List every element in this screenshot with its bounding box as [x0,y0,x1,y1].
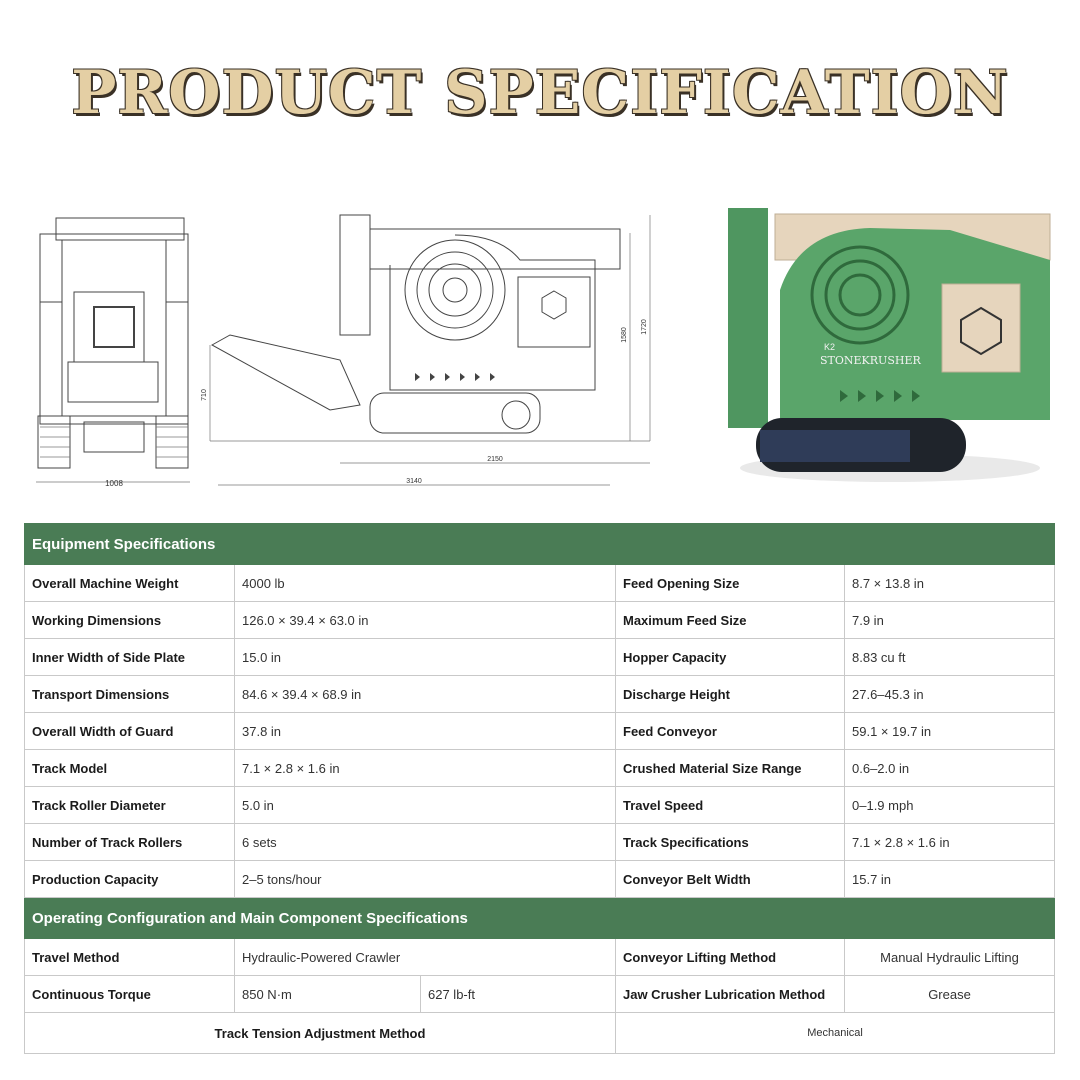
spec-value: 0.6–2.0 in [845,750,1055,787]
overall-length-dimension: 3140 [406,478,422,485]
section-header-equipment [25,524,1055,565]
lubrication-value: Grease [845,976,1055,1013]
spec-value: 15.0 in [235,639,616,676]
spec-value: 7.1 × 2.8 × 1.6 in [235,750,616,787]
spec-label: Track Specifications [616,824,845,861]
travel-method-value: Hydraulic-Powered Crawler [235,939,616,976]
spec-value: 8.7 × 13.8 in [845,565,1055,602]
spec-label: Transport Dimensions [25,676,235,713]
conveyor-lifting-label: Conveyor Lifting Method [616,939,845,976]
table-row [25,676,1055,713]
spec-label: Working Dimensions [25,602,235,639]
table-row [25,565,1055,602]
table-row [25,713,1055,750]
spec-label: Inner Width of Side Plate [25,639,235,676]
spec-label: Discharge Height [616,676,845,713]
spec-value: 37.8 in [235,713,616,750]
spec-label: Conveyor Belt Width [616,861,845,898]
height-dimension-2: 1720 [641,319,648,335]
table-row [25,976,1055,1013]
spec-label: Maximum Feed Size [616,602,845,639]
spec-value: 126.0 × 39.4 × 63.0 in [235,602,616,639]
spec-value: 8.83 cu ft [845,639,1055,676]
spec-label: Production Capacity [25,861,235,898]
section-header-label: Equipment Specifications [25,524,1055,565]
spec-value: 7.9 in [845,602,1055,639]
page-title: PRODUCT SPECIFICATION [71,58,1009,128]
conveyor-lifting-value: Manual Hydraulic Lifting [845,939,1055,976]
spec-label: Track Model [25,750,235,787]
height-dimension-1: 1580 [621,327,628,343]
spec-label: Overall Width of Guard [25,713,235,750]
tension-value: Mechanical [616,1013,1055,1054]
table-row [25,824,1055,861]
spec-value: 7.1 × 2.8 × 1.6 in [845,824,1055,861]
spec-label: Track Roller Diameter [25,787,235,824]
table-row [25,939,1055,976]
spec-label: Overall Machine Weight [25,565,235,602]
track-length-dimension: 2150 [487,456,503,463]
spec-value: 0–1.9 mph [845,787,1055,824]
conveyor-height-dimension: 710 [201,389,208,401]
spec-value: 6 sets [235,824,616,861]
spec-value: 2–5 tons/hour [235,861,616,898]
spec-value: 27.6–45.3 in [845,676,1055,713]
table-row [25,750,1055,787]
spec-label: Hopper Capacity [616,639,845,676]
front-width-dimension: 1008 [105,479,123,488]
tension-label: Track Tension Adjustment Method [25,1013,616,1054]
table-row [25,787,1055,824]
spec-label: Feed Conveyor [616,713,845,750]
spec-label: Feed Opening Size [616,565,845,602]
spec-table [24,523,1055,1054]
spec-value: 5.0 in [235,787,616,824]
product-photo [720,200,1060,490]
lubrication-label: Jaw Crusher Lubrication Method [616,976,845,1013]
table-row [25,861,1055,898]
side-view-drawing [200,205,670,495]
spec-label: Crushed Material Size Range [616,750,845,787]
spec-value: 4000 lb [235,565,616,602]
section-header-operating [25,898,1055,939]
spec-label: Travel Speed [616,787,845,824]
torque-label: Continuous Torque [25,976,235,1013]
torque-nm-value: 850 N·m [235,976,421,1013]
brand-logo: STONEKRUSHER [820,354,921,367]
table-row [25,1013,1055,1054]
front-view-drawing [34,212,194,492]
spec-label: Number of Track Rollers [25,824,235,861]
torque-lbft-value: 627 lb-ft [421,976,616,1013]
table-row [25,639,1055,676]
model-badge: K2 [824,342,836,352]
section-header-label: Operating Configuration and Main Component Specifications [25,898,1055,939]
travel-method-label: Travel Method [25,939,235,976]
table-row [25,602,1055,639]
spec-value: 59.1 × 19.7 in [845,713,1055,750]
spec-value: 84.6 × 39.4 × 68.9 in [235,676,616,713]
spec-value: 15.7 in [845,861,1055,898]
